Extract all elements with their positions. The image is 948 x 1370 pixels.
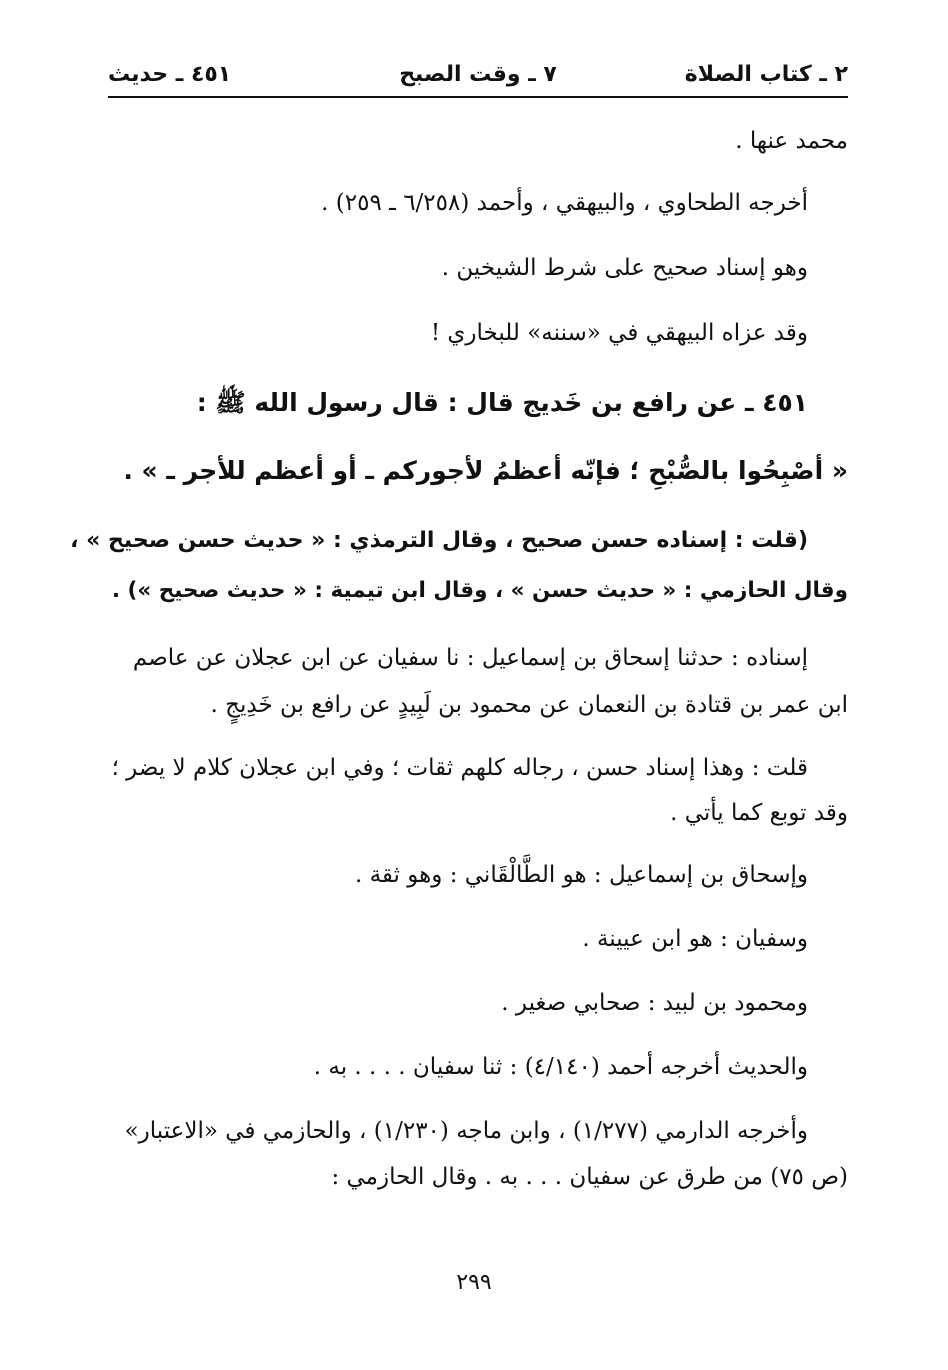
commentary-line: وأخرجه الدارمي (١/٢٧٧) ، وابن ماجه (١/٢٣٠) ، والحازمي في «الاعتبار» [124,1118,808,1144]
text-line: وهو إسناد صحيح على شرط الشيخين . [441,255,808,281]
isnad-line: ابن عمر بن قتادة بن النعمان عن محمود بن لَبِيدٍ عن رافع بن خَدِيجٍ . [210,692,848,718]
grading-note: (قلت : إسناده حسن صحيح ، وقال الترمذي : « حديث حسن صحيح » ، [70,528,808,553]
commentary-line: قلت : وهذا إسناد حسن ، رجاله كلهم ثقات ؛ وفي ابن عجلان كلام لا يضر ؛ [111,755,808,781]
page-number: ٢٩٩ [456,1270,492,1295]
header-hadith-number: ٤٥١ ـ حديث [108,62,232,87]
running-header [108,52,848,98]
text-line: محمد عنها . [735,128,848,154]
commentary-line: والحديث أخرجه أحمد (٤/١٤٠) : ثنا سفيان . . . . به . [313,1054,808,1080]
isnad-line: إسناده : حدثنا إسحاق بن إسماعيل : نا سفيان عن ابن عجلان عن عاصم [132,645,808,671]
header-book-title: ٢ ـ كتاب الصلاة [684,62,848,87]
commentary-line: ومحمود بن لبيد : صحابي صغير . [501,990,808,1016]
grading-note: وقال الحازمي : « حديث حسن » ، وقال ابن تيمية : « حديث صحيح ») . [111,578,848,603]
commentary-line: وقد توبع كما يأتي . [670,800,848,826]
header-chapter-title: ٧ ـ وقت الصبح [399,62,557,87]
hadith-text: « أصْبِحُوا بالصُّبْحِ ؛ فإنّه أعظمُ لأجوركم ـ أو أعظم للأجر ـ » . [123,456,848,485]
text-line: وقد عزاه البيهقي في «سننه» للبخاري ! [430,320,808,346]
hadith-heading: ٤٥١ ـ عن رافع بن خَديج قال : قال رسول الله ﷺ : [196,388,808,417]
commentary-line: وسفيان : هو ابن عيينة . [582,926,808,952]
text-line: أخرجه الطحاوي ، والبيهقي ، وأحمد (٦/٢٥٨ ـ ٢٥٩) . [321,190,808,216]
commentary-line: (ص ٧٥) من طرق عن سفيان . . . به . وقال الحازمي : [331,1164,848,1190]
commentary-line: وإسحاق بن إسماعيل : هو الطَّالْقَاني : وهو ثقة . [354,862,808,888]
